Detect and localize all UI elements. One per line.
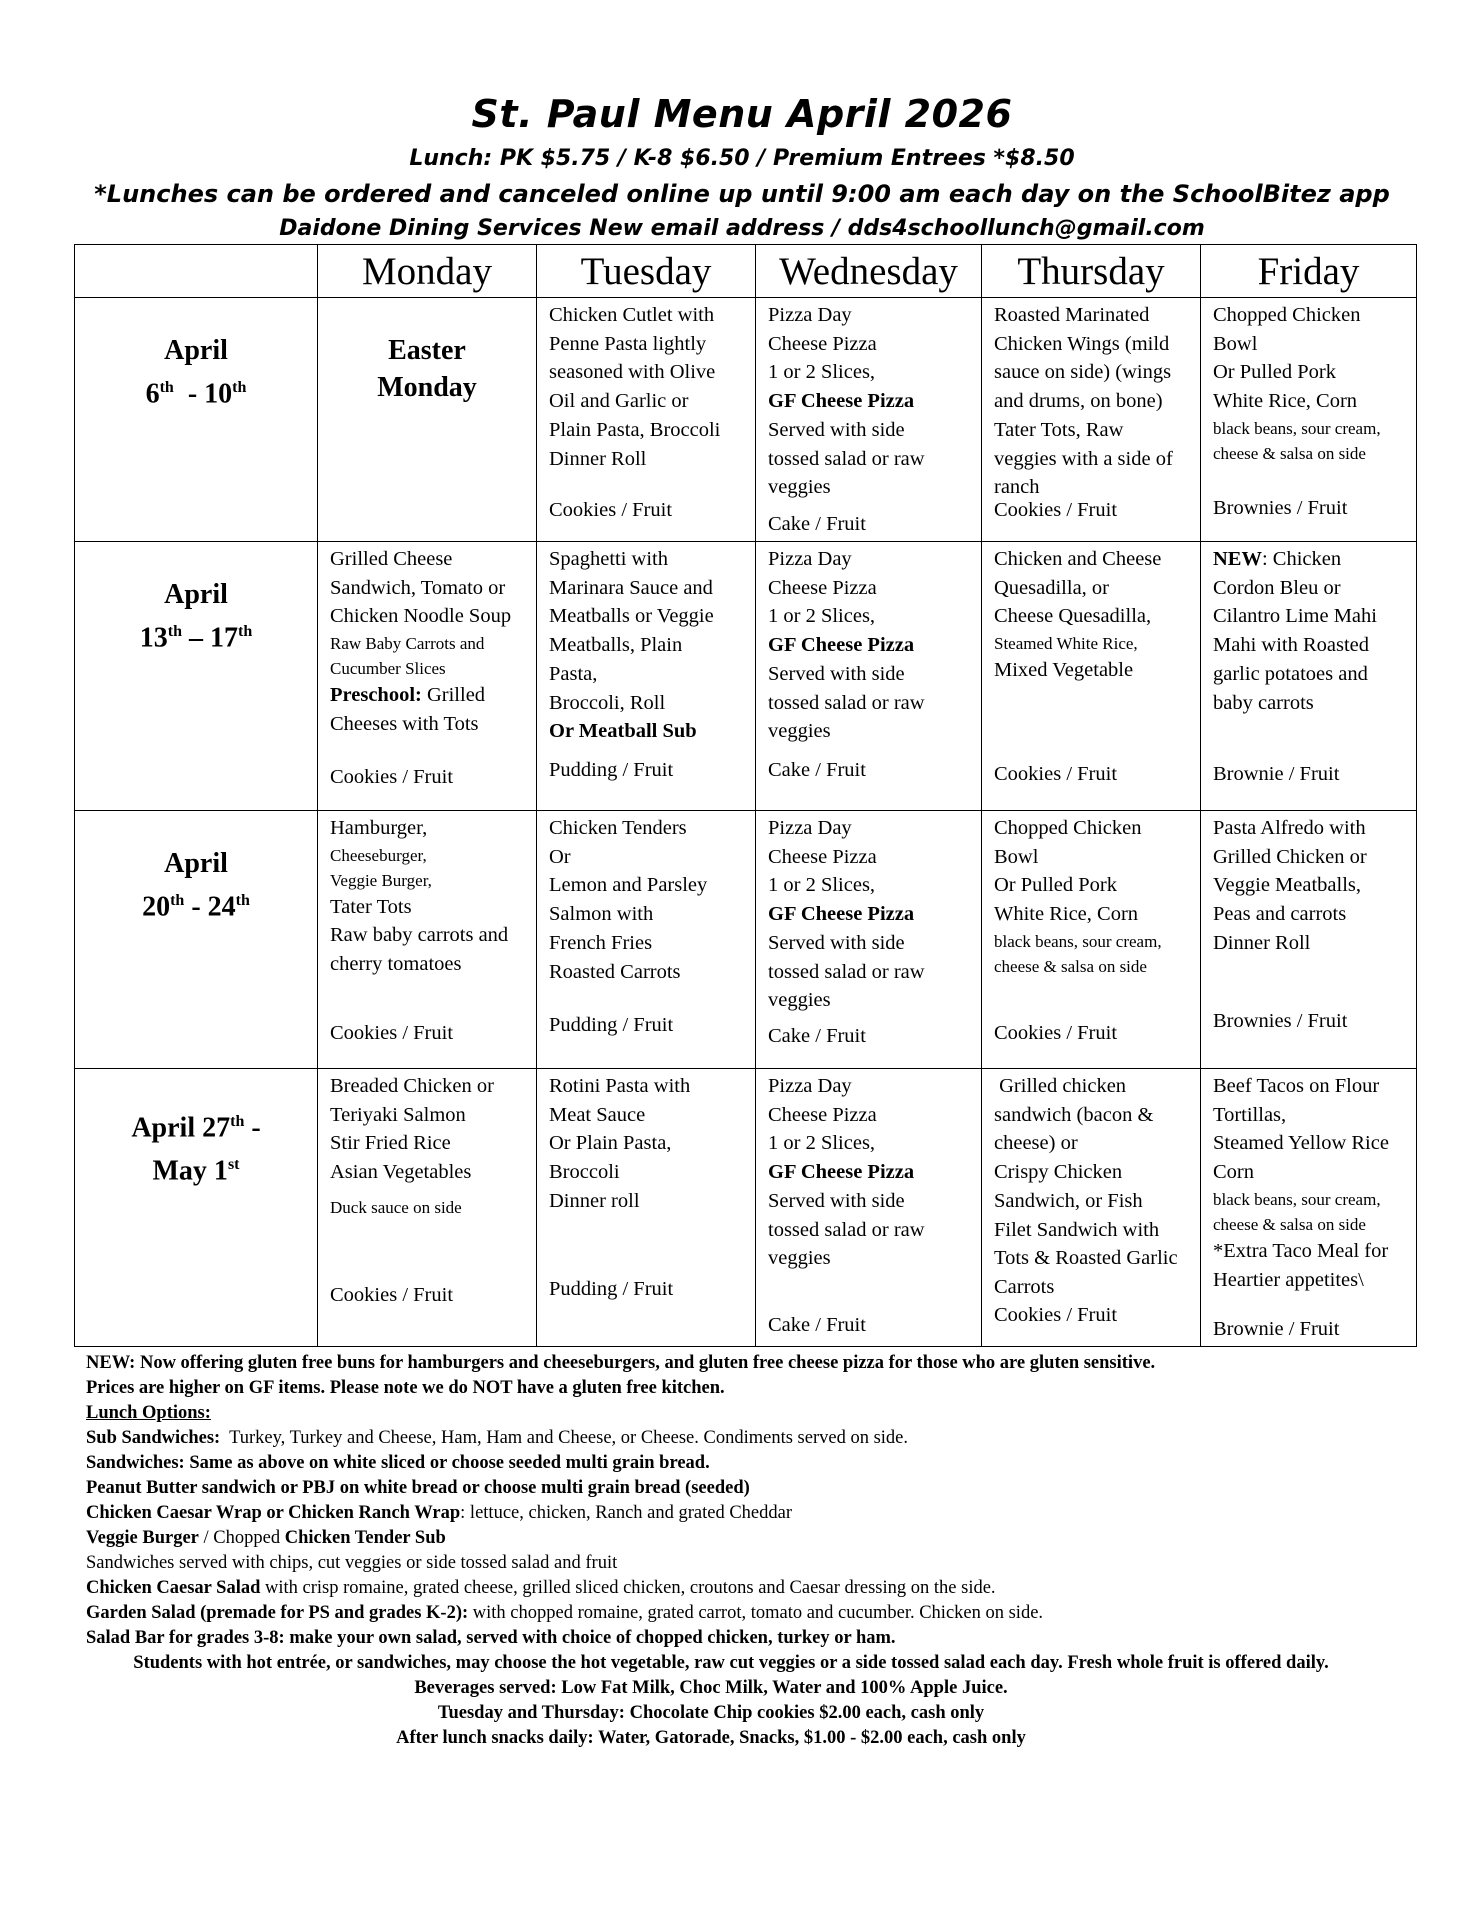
cookies-note: Tuesday and Thursday: Chocolate Chip cookies $2.00 each, cash only bbox=[437, 1703, 985, 1723]
dessert: Cake / Fruit bbox=[768, 759, 866, 781]
menu-cell-wednesday: Pizza Day Cheese Pizza 1 or 2 Slices, GF Cheese Pizza Served with side tossed salad or raw veggies Cake / Fruit bbox=[756, 298, 982, 542]
ordering-note: *Lunches can be ordered and canceled online up until 9:00 am each day on the SchoolBitez app bbox=[94, 180, 1390, 208]
price-line: Lunch: PK $5.75 / K-8 $6.50 / Premium Entrees *$8.50 bbox=[409, 146, 1075, 171]
menu-cell-tuesday: Chicken Cutlet with Penne Pasta lightly seasoned with Olive Oil and Garlic or Plain Pasta, Broccoli Dinner Roll Cookies / Fruit bbox=[537, 298, 756, 542]
day-header: Monday bbox=[318, 245, 537, 298]
dessert: Pudding / Fruit bbox=[549, 759, 674, 781]
contact-line: Daidone Dining Services New email address / dds4schoollunch@gmail.com bbox=[279, 216, 1205, 241]
dessert: Cookies / Fruit bbox=[994, 1022, 1118, 1044]
dessert: Pudding / Fruit bbox=[549, 1278, 674, 1300]
day-header: Wednesday bbox=[756, 245, 982, 298]
dessert: Brownie / Fruit bbox=[1213, 1318, 1340, 1340]
menu-cell-monday: Hamburger, Cheeseburger, Veggie Burger, Tater Tots Raw baby carrots and cherry tomatoes Cookies / Fruit bbox=[318, 811, 537, 1069]
menu-cell-friday: NEW: Chicken Cordon Bleu or Cilantro Lime Mahi Mahi with Roasted garlic potatoes and baby carrots Brownie / Fruit bbox=[1201, 542, 1417, 811]
menu-cell-wednesday: Pizza Day Cheese Pizza 1 or 2 Slices, GF Cheese Pizza Served with side tossed salad or raw veggies Cake / Fruit bbox=[756, 542, 982, 811]
week-label: April 27th - May 1st bbox=[75, 1069, 318, 1347]
menu-cell-friday: Beef Tacos on Flour Tortillas, Steamed Yellow Rice Corn black beans, sour cream, cheese & salsa on side *Extra Taco Meal for Heartier appetites\ Brownie / Fruit bbox=[1201, 1069, 1417, 1347]
menu-cell-tuesday: Spaghetti with Marinara Sauce and Meatballs or Veggie Meatballs, Plain Pasta, Broccoli, Roll Or Meatball Sub Pudding / Fruit bbox=[537, 542, 756, 811]
dessert: Cookies / Fruit bbox=[994, 1304, 1118, 1326]
week-row bbox=[75, 542, 1417, 811]
sub-sandwiches: Sub Sandwiches: Turkey, Turkey and Cheese, Ham, Ham and Cheese, or Cheese. Condiments served on side. bbox=[86, 1428, 909, 1448]
dessert: Cookies / Fruit bbox=[330, 1284, 454, 1306]
week-row bbox=[75, 298, 1417, 542]
menu-cell-thursday: Chicken and Cheese Quesadilla, or Cheese Quesadilla, Steamed White Rice, Mixed Vegetable Cookies / Fruit bbox=[982, 542, 1201, 811]
beverages-note: Beverages served: Low Fat Milk, Choc Milk, Water and 100% Apple Juice. bbox=[414, 1678, 1008, 1698]
dessert: Cake / Fruit bbox=[768, 1314, 866, 1336]
served-with-note: Sandwiches served with chips, cut veggies or side tossed salad and fruit bbox=[86, 1553, 618, 1573]
menu-cell-thursday: Roasted Marinated Chicken Wings (mild sauce on side) (wings and drums, on bone) Tater Tots, Raw veggies with a side of ranch Cookies / Fruit bbox=[982, 298, 1201, 542]
garden-salad-option: Garden Salad (premade for PS and grades K-2): with chopped romaine, grated carrot, tomato and cucumber. Chicken on side. bbox=[86, 1603, 1044, 1623]
dessert: Pudding / Fruit bbox=[549, 1014, 674, 1036]
dessert: Cookies / Fruit bbox=[994, 763, 1118, 785]
corner-cell bbox=[75, 245, 318, 298]
pbj-option: Peanut Butter sandwich or PBJ on white bread or choose multi grain bread (seeded) bbox=[86, 1478, 750, 1498]
week-row bbox=[75, 811, 1417, 1069]
dessert: Cake / Fruit bbox=[768, 513, 866, 535]
menu-cell-friday: Chopped Chicken Bowl Or Pulled Pork White Rice, Corn black beans, sour cream, cheese & salsa on side Brownies / Fruit bbox=[1201, 298, 1417, 542]
menu-cell-thursday: Grilled chicken sandwich (bacon & cheese) or Crispy Chicken Sandwich, or Fish Filet Sandwich with Tots & Roasted Garlic Carrots Cookies / Fruit bbox=[982, 1069, 1201, 1347]
sandwiches: Sandwiches: Same as above on white sliced or choose seeded multi grain bread. bbox=[86, 1453, 710, 1473]
menu-cell-monday: Breaded Chicken or Teriyaki Salmon Stir Fried Rice Asian Vegetables Duck sauce on side Cookies / Fruit bbox=[318, 1069, 537, 1347]
menu-cell-monday: Easter Monday bbox=[318, 298, 537, 542]
menu-cell-tuesday: Rotini Pasta with Meat Sauce Or Plain Pasta, Broccoli Dinner roll Pudding / Fruit bbox=[537, 1069, 756, 1347]
menu-table bbox=[74, 244, 1417, 1347]
day-header-row bbox=[75, 245, 1417, 298]
week-label: April 20th - 24th bbox=[75, 811, 318, 1069]
menu-cell-friday: Pasta Alfredo with Grilled Chicken or Veggie Meatballs, Peas and carrots Dinner Roll Brownies / Fruit bbox=[1201, 811, 1417, 1069]
page-title: St. Paul Menu April 2026 bbox=[471, 92, 1013, 136]
menu-cell-wednesday: Pizza Day Cheese Pizza 1 or 2 Slices, GF Cheese Pizza Served with side tossed salad or raw veggies Cake / Fruit bbox=[756, 1069, 982, 1347]
day-header: Thursday bbox=[982, 245, 1201, 298]
lunch-options-heading: Lunch Options: bbox=[86, 1403, 211, 1423]
menu-cell-thursday: Chopped Chicken Bowl Or Pulled Pork White Rice, Corn black beans, sour cream, cheese & salsa on side Cookies / Fruit bbox=[982, 811, 1201, 1069]
menu-cell-tuesday: Chicken Tenders Or Lemon and Parsley Salmon with French Fries Roasted Carrots Pudding / Fruit bbox=[537, 811, 756, 1069]
dessert: Cookies / Fruit bbox=[330, 766, 454, 788]
dessert: Cake / Fruit bbox=[768, 1025, 866, 1047]
dessert: Brownie / Fruit bbox=[1213, 763, 1340, 785]
gf-note: NEW: Now offering gluten free buns for hamburgers and cheeseburgers, and gluten free cheese pizza for those who are gluten sensitive. bbox=[86, 1353, 1156, 1373]
week-row bbox=[75, 1069, 1417, 1347]
menu-cell-monday: Grilled Cheese Sandwich, Tomato or Chicken Noodle Soup Raw Baby Carrots and Cucumber Slices Preschool: Grilled Cheeses with Tots Cookies / Fruit bbox=[318, 542, 537, 811]
students-note: Students with hot entrée, or sandwiches, may choose the hot vegetable, raw cut veggies or a side tossed salad each day. Fresh whole fruit is offered daily. bbox=[133, 1653, 1329, 1673]
veggie-burger-option: Veggie Burger / Chopped Chicken Tender Sub bbox=[86, 1528, 446, 1548]
dessert: Cookies / Fruit bbox=[549, 499, 673, 521]
week-label: April 6th - 10th bbox=[75, 298, 318, 542]
day-header: Friday bbox=[1201, 245, 1417, 298]
footer-notes bbox=[86, 1351, 1416, 1751]
snacks-note: After lunch snacks daily: Water, Gatorade, Snacks, $1.00 - $2.00 each, cash only bbox=[396, 1728, 1026, 1748]
menu-cell-wednesday: Pizza Day Cheese Pizza 1 or 2 Slices, GF Cheese Pizza Served with side tossed salad or raw veggies Cake / Fruit bbox=[756, 811, 982, 1069]
caesar-salad-option: Chicken Caesar Salad with crisp romaine, grated cheese, grilled sliced chicken, croutons and Caesar dressing on the side. bbox=[86, 1578, 996, 1598]
dessert: Cookies / Fruit bbox=[330, 1022, 454, 1044]
gf-price-note: Prices are higher on GF items. Please note we do NOT have a gluten free kitchen. bbox=[86, 1378, 725, 1398]
wrap-option: Chicken Caesar Wrap or Chicken Ranch Wrap: lettuce, chicken, Ranch and grated Cheddar bbox=[86, 1503, 793, 1523]
dessert: Brownies / Fruit bbox=[1213, 497, 1348, 519]
dessert: Brownies / Fruit bbox=[1213, 1010, 1348, 1032]
week-label: April 13th – 17th bbox=[75, 542, 318, 811]
day-header: Tuesday bbox=[537, 245, 756, 298]
dessert: Cookies / Fruit bbox=[994, 499, 1118, 521]
salad-bar-option: Salad Bar for grades 3-8: make your own salad, served with choice of chopped chicken, turkey or ham. bbox=[86, 1628, 896, 1648]
